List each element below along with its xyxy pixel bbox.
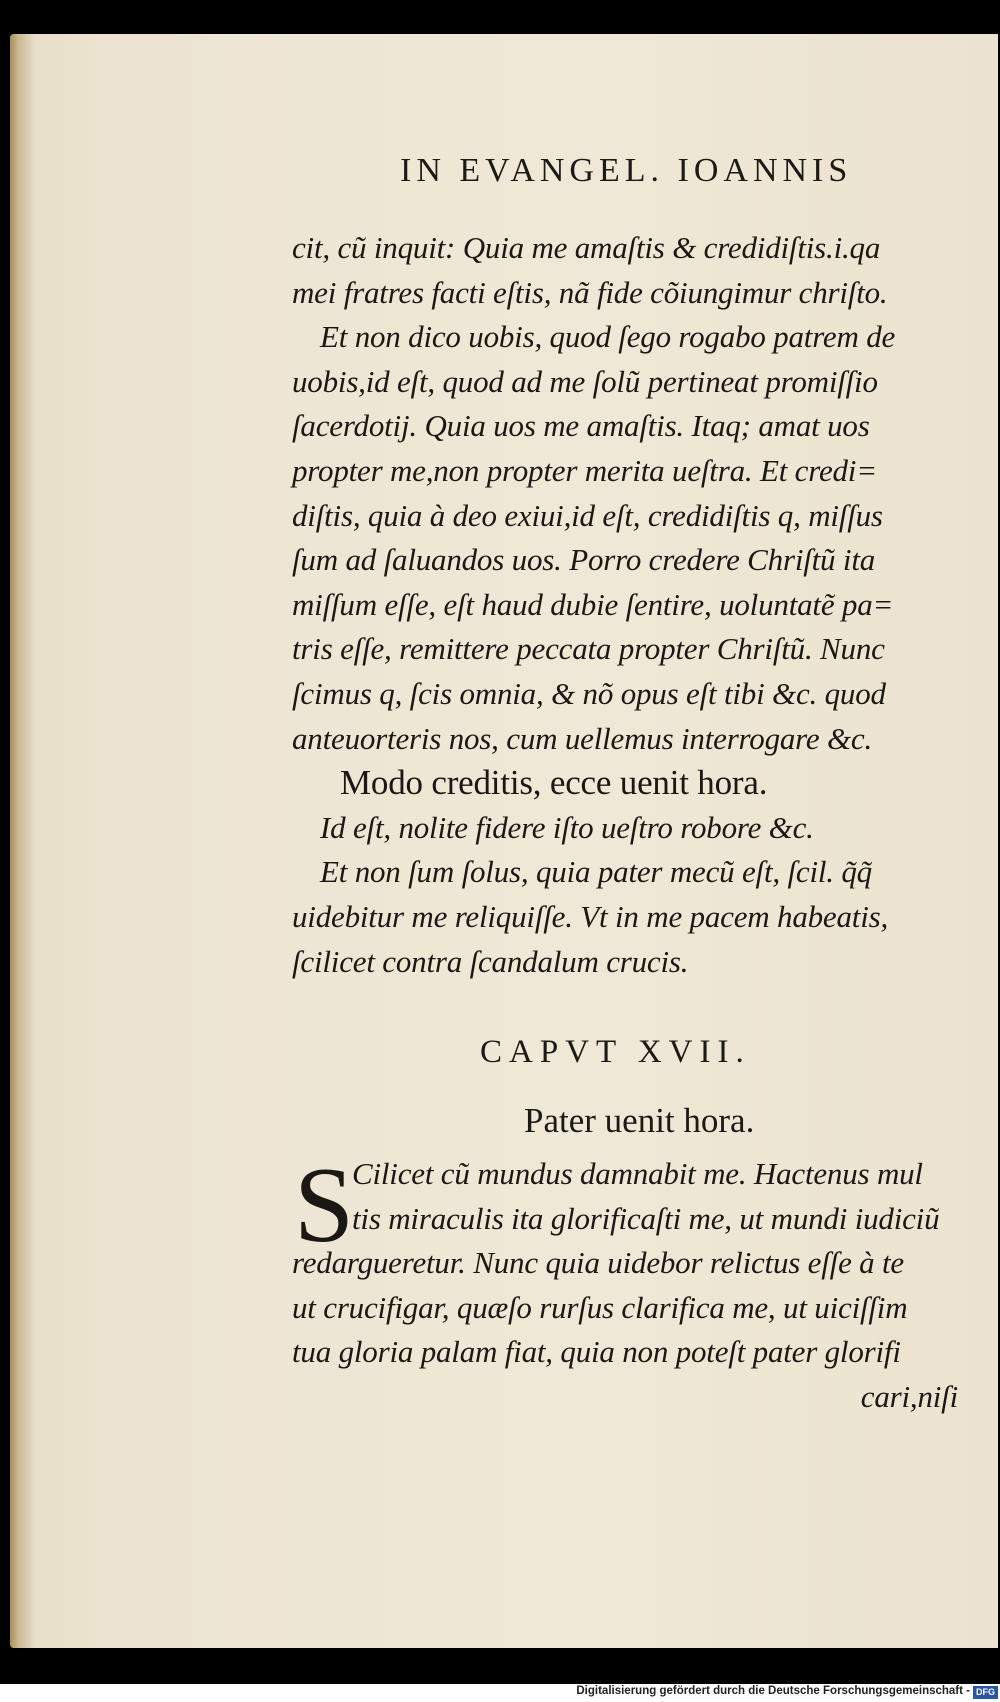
chapter-heading: CAPVT XVII. [480, 1034, 751, 1070]
text-line: ſcilicet contra ſcandalum crucis. [292, 943, 689, 979]
commentary-text-block [292, 226, 972, 984]
page-gutter-shadow [10, 34, 34, 1648]
text-line: tis miraculis ita glorificaſti me, ut mundi iudiciũ [352, 1200, 940, 1236]
text-line: tris eſſe, remittere peccata propter Chriſtũ. Nunc [292, 631, 885, 667]
lemma-heading: Modo creditis, ecce uenit hora. [340, 763, 768, 803]
drop-cap: S [294, 1146, 355, 1265]
text-line: Et non ſum ſolus, quia pater mecũ eſt, ſcil. q̃q̃ [320, 854, 872, 890]
text-line: uobis,id eſt, quod ad me ſolũ pertineat promiſſio [292, 363, 878, 399]
text-line: Cilicet cũ mundus damnabit me. Hactenus mul [352, 1156, 923, 1191]
text-line: Id eſt, nolite fidere iſto ueſtro robore &c. [320, 809, 814, 845]
text-line: miſſum eſſe, eſt haud dubie ſentire, uoluntatẽ pa= [292, 586, 894, 622]
text-line: uidebitur me reliquiſſe. Vt in me pacem habeatis, [292, 898, 889, 934]
text-line: Et non dico uobis, quod ſego rogabo patrem de [320, 319, 896, 355]
text-line: ſcimus q, ſcis omnia, & nõ opus eſt tibi &c. quod [292, 675, 886, 711]
text-line: ſum ad ſaluandos uos. Porro credere Chriſtũ ita [292, 542, 876, 578]
digitization-footer [0, 1684, 1000, 1702]
text-line: ſacerdotij. Quia uos me amaſtis. Itaq; amat uos [292, 408, 870, 444]
funding-credit: Digitalisierung gefördert durch die Deutsche Forschungsgemeinschaft - [576, 1685, 970, 1697]
catchword: cari,niſi [860, 1378, 958, 1414]
text-line: redargueretur. Nunc quia uidebor relictus eſſe à te [292, 1245, 904, 1281]
book-page [10, 34, 998, 1648]
chapter-lemma: Pater uenit hora. [524, 1101, 755, 1140]
dfg-logo-icon: DFG [973, 1686, 998, 1699]
running-title: IN EVANGEL. IOANNIS [400, 152, 853, 189]
text-line: cit, cũ inquit: Quia me amaſtis & credidiſtis.i.qa [292, 230, 881, 265]
text-line: propter me,non propter merita ueſtra. Et credi= [292, 452, 877, 488]
text-line: ut crucifigar, quæſo rurſus clarifica me, ut uiciſſim [292, 1289, 908, 1325]
text-line: tua gloria palam fiat, quia non poteſt pater glorifi [292, 1334, 901, 1370]
chapter-text-block [292, 1146, 972, 1420]
text-line: anteuorteris nos, cum uellemus interrogare &c. [292, 720, 873, 756]
text-line: diſtis, quia à deo exiui,id eſt, credidiſtis q, miſſus [292, 497, 883, 533]
text-line: mei fratres facti eſtis, nã fide cõiungimur chriſto. [292, 274, 888, 310]
